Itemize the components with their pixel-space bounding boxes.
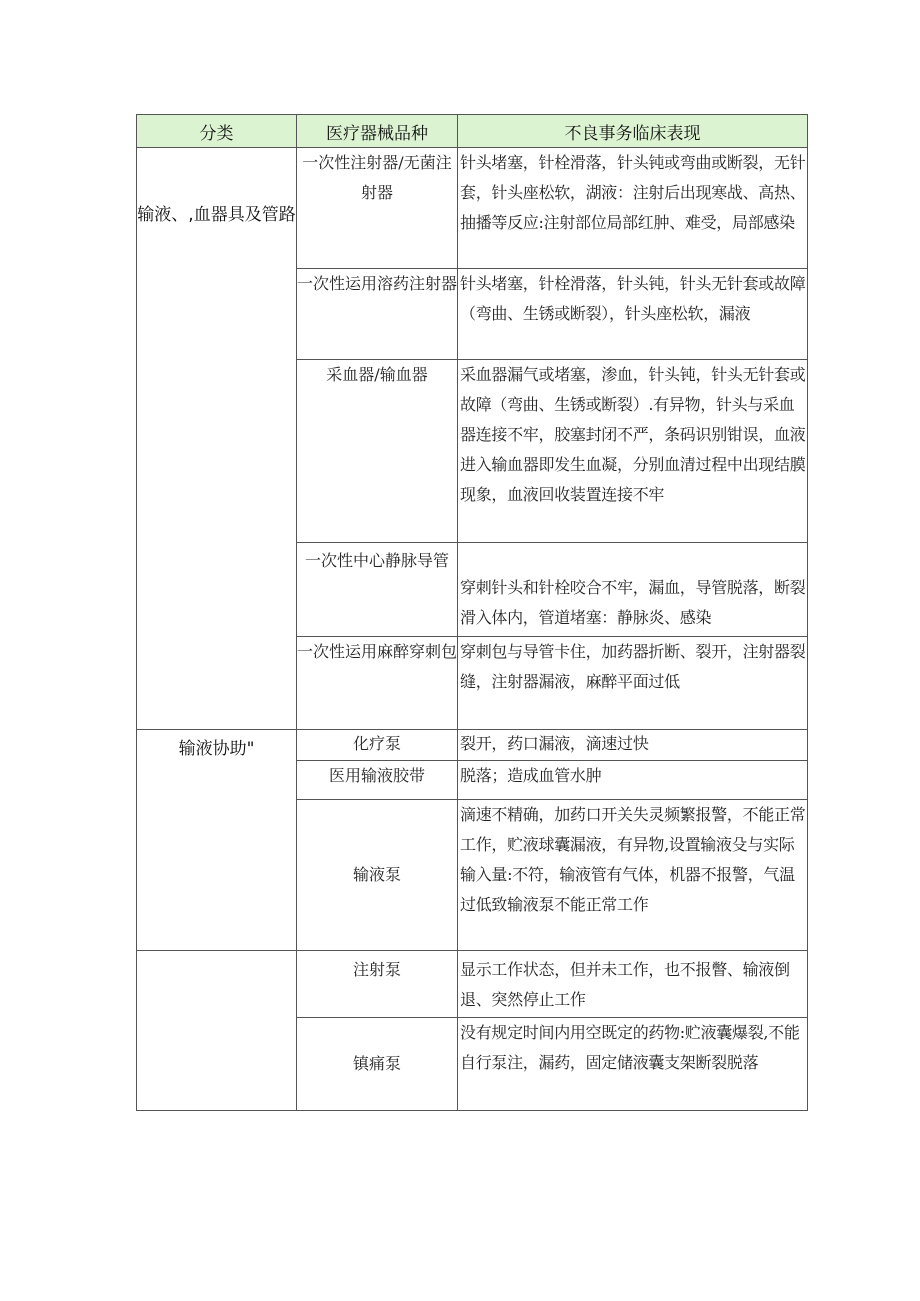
category-empty xyxy=(137,951,297,1111)
header-category: 分类 xyxy=(137,115,297,148)
device-cell: 一次性运用溶药注射器 xyxy=(297,269,458,360)
device-cell: 化疗泵 xyxy=(297,730,458,761)
description-cell: 穿刺针头和针栓咬合不牢，漏血，导管脱落，断裂滑入体内，管道堵塞：静脉炎、感染 xyxy=(458,543,808,637)
device-cell: 注射泵 xyxy=(297,951,458,1018)
device-cell: 一次性注射器/无菌注射器 xyxy=(297,148,458,269)
table-row xyxy=(137,148,808,269)
device-cell: 采血器/输血器 xyxy=(297,360,458,543)
header-row xyxy=(137,115,808,148)
device-cell: 一次性中心静脉导管 xyxy=(297,543,458,637)
description-cell: 穿刺包与导管卡住，加药器折断、裂开，注射器裂缝，注射器漏液，麻醉平面过低 xyxy=(458,637,808,730)
description-cell: 脱落；造成血管水肿 xyxy=(458,761,808,800)
description-cell: 针头堵塞，针栓滑落，针头钝或弯曲或断裂，无针套，针头座松软，湖液：注射后出现寒战、高热、抽播等反应:注射部位局部红肿、难受，局部感染 xyxy=(458,148,808,269)
category-infusion-assist: 输液协助" xyxy=(137,730,297,951)
table-row xyxy=(137,730,808,761)
table-row xyxy=(137,951,808,1018)
device-cell: 医用输液胶带 xyxy=(297,761,458,800)
description-cell: 采血器漏气或堵塞，渗血，针头钝，针头无针套或故障（弯曲、生锈或断裂）.有异物，针头与采血器连接不牢，胶塞封闭不严，条码识别钳误，血液进入输血器即发生血凝，分别血清过程中出现结膜现象，血液回收装置连接不牢 xyxy=(458,360,808,543)
header-device: 医疗器械品种 xyxy=(297,115,458,148)
description-cell: 针头堵塞，针栓滑落，针头钝，针头无针套或故障（弯曲、生锈或断裂），针头座松软，漏液 xyxy=(458,269,808,360)
adverse-events-table xyxy=(136,114,808,1111)
description-cell: 显示工作状态，但并未工作，也不报瞥、输液倒退、突然停止工作 xyxy=(458,951,808,1018)
category-infusion-blood: 输液、,血器具及管路 xyxy=(137,148,297,730)
device-cell: 一次性运用麻醉穿刺包 xyxy=(297,637,458,730)
device-cell: 输液泵 xyxy=(297,800,458,951)
description-cell: 没有规定时间内用空既定的药物:贮液囊爆裂,不能自行泵注，漏药，固定储液囊支架断裂脱落 xyxy=(458,1018,808,1111)
description-cell: 裂开，药口漏液，滴速过快 xyxy=(458,730,808,761)
device-cell: 镇痛泵 xyxy=(297,1018,458,1111)
description-cell: 滴速不精确，加药口开关失灵频繁报警，不能正常工作，贮液球囊漏液，有异物,设置输液殳与实际输入量:不符，输液管有气体，机器不报警，气温过低致输液泵不能正常工作 xyxy=(458,800,808,951)
header-clinical: 不良事务临床表现 xyxy=(458,115,808,148)
